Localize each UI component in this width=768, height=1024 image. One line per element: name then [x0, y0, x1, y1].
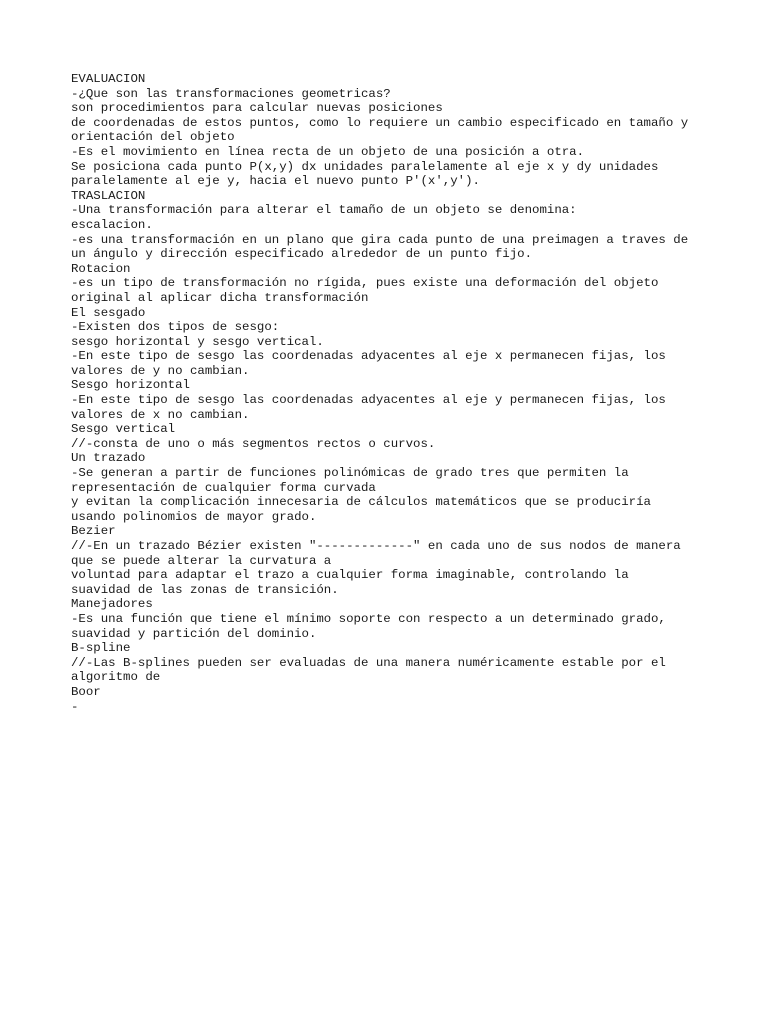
text-line: sesgo horizontal y sesgo vertical. — [71, 334, 324, 349]
document-page — [71, 72, 711, 714]
text-line: de coordenadas de estos puntos, como lo requiere un cambio especificado en tamaño y — [71, 115, 689, 130]
text-line: TRASLACION — [71, 188, 146, 203]
text-line: un ángulo y dirección especificado alrededor de un punto fijo. — [71, 247, 533, 262]
text-line: suavidad y partición del dominio. — [71, 626, 317, 641]
text-line: -Es el movimiento en línea recta de un objeto de una posición a otra. — [71, 144, 585, 159]
text-line: //-Las B-splines pueden ser evaluadas de una manera numéricamente estable por el — [71, 655, 666, 670]
text-line: -Se generan a partir de funciones polinómicas de grado tres que permiten la — [71, 466, 629, 481]
text-line: -es una transformación en un plano que gira cada punto de una preimagen a traves de — [71, 232, 689, 247]
text-line: voluntad para adaptar el trazo a cualquier forma imaginable, controlando la — [71, 568, 629, 583]
text-line: representación de cualquier forma curvada — [71, 480, 376, 495]
text-line: Sesgo horizontal — [71, 378, 190, 393]
text-line: y evitan la complicación innecesaria de cálculos matemáticos que se produciría — [71, 495, 651, 510]
text-line: Rotacion — [71, 261, 131, 276]
text-line: -En este tipo de sesgo las coordenadas adyacentes al eje x permanecen fijas, los — [71, 349, 666, 364]
text-line: paralelamente al eje y, hacia el nuevo punto P'(x',y'). — [71, 174, 480, 189]
text-line: El sesgado — [71, 305, 146, 320]
text-line: -En este tipo de sesgo las coordenadas adyacentes al eje y permanecen fijas, los — [71, 393, 666, 408]
text-line: Boor — [71, 684, 101, 699]
text-line: B-spline — [71, 641, 131, 656]
text-line: Un trazado — [71, 451, 146, 466]
text-line: //-consta de uno o más segmentos rectos o curvos. — [71, 436, 436, 451]
text-line: Se posiciona cada punto P(x,y) dx unidades paralelamente al eje x y dy unidades — [71, 159, 659, 174]
text-line: //-En un trazado Bézier existen "-------------" en cada uno de sus nodos de manera — [71, 539, 681, 553]
text-line: -Es una función que tiene el mínimo soporte con respecto a un determinado grado, — [71, 611, 666, 626]
text-line: -es un tipo de transformación no rígida, pues existe una deformación del objeto — [71, 276, 659, 291]
text-line: que se puede alterar la curvatura a — [71, 553, 332, 568]
text-line: - — [71, 699, 79, 714]
text-line: algoritmo de — [71, 670, 161, 685]
text-line: -Una transformación para alterar el tamaño de un objeto se denomina: — [71, 203, 577, 218]
text-line: usando polinomios de mayor grado. — [71, 509, 317, 524]
text-line: Bezier — [71, 524, 116, 539]
text-line: orientación del objeto — [71, 130, 235, 145]
text-line: valores de y no cambian. — [71, 363, 250, 378]
text-line: -Existen dos tipos de sesgo: — [71, 320, 280, 335]
text-line: Sesgo vertical — [71, 422, 176, 437]
text-line: escalacion. — [71, 217, 153, 232]
text-line: suavidad de las zonas de transición. — [71, 582, 339, 597]
text-line: original al aplicar dicha transformación — [71, 290, 369, 305]
text-line: valores de x no cambian. — [71, 407, 250, 422]
text-line: son procedimientos para calcular nuevas posiciones — [71, 101, 443, 116]
text-line: -¿Que son las transformaciones geometricas? — [71, 86, 391, 101]
text-line: Manejadores — [71, 597, 153, 612]
text-line: EVALUACION — [71, 72, 146, 86]
